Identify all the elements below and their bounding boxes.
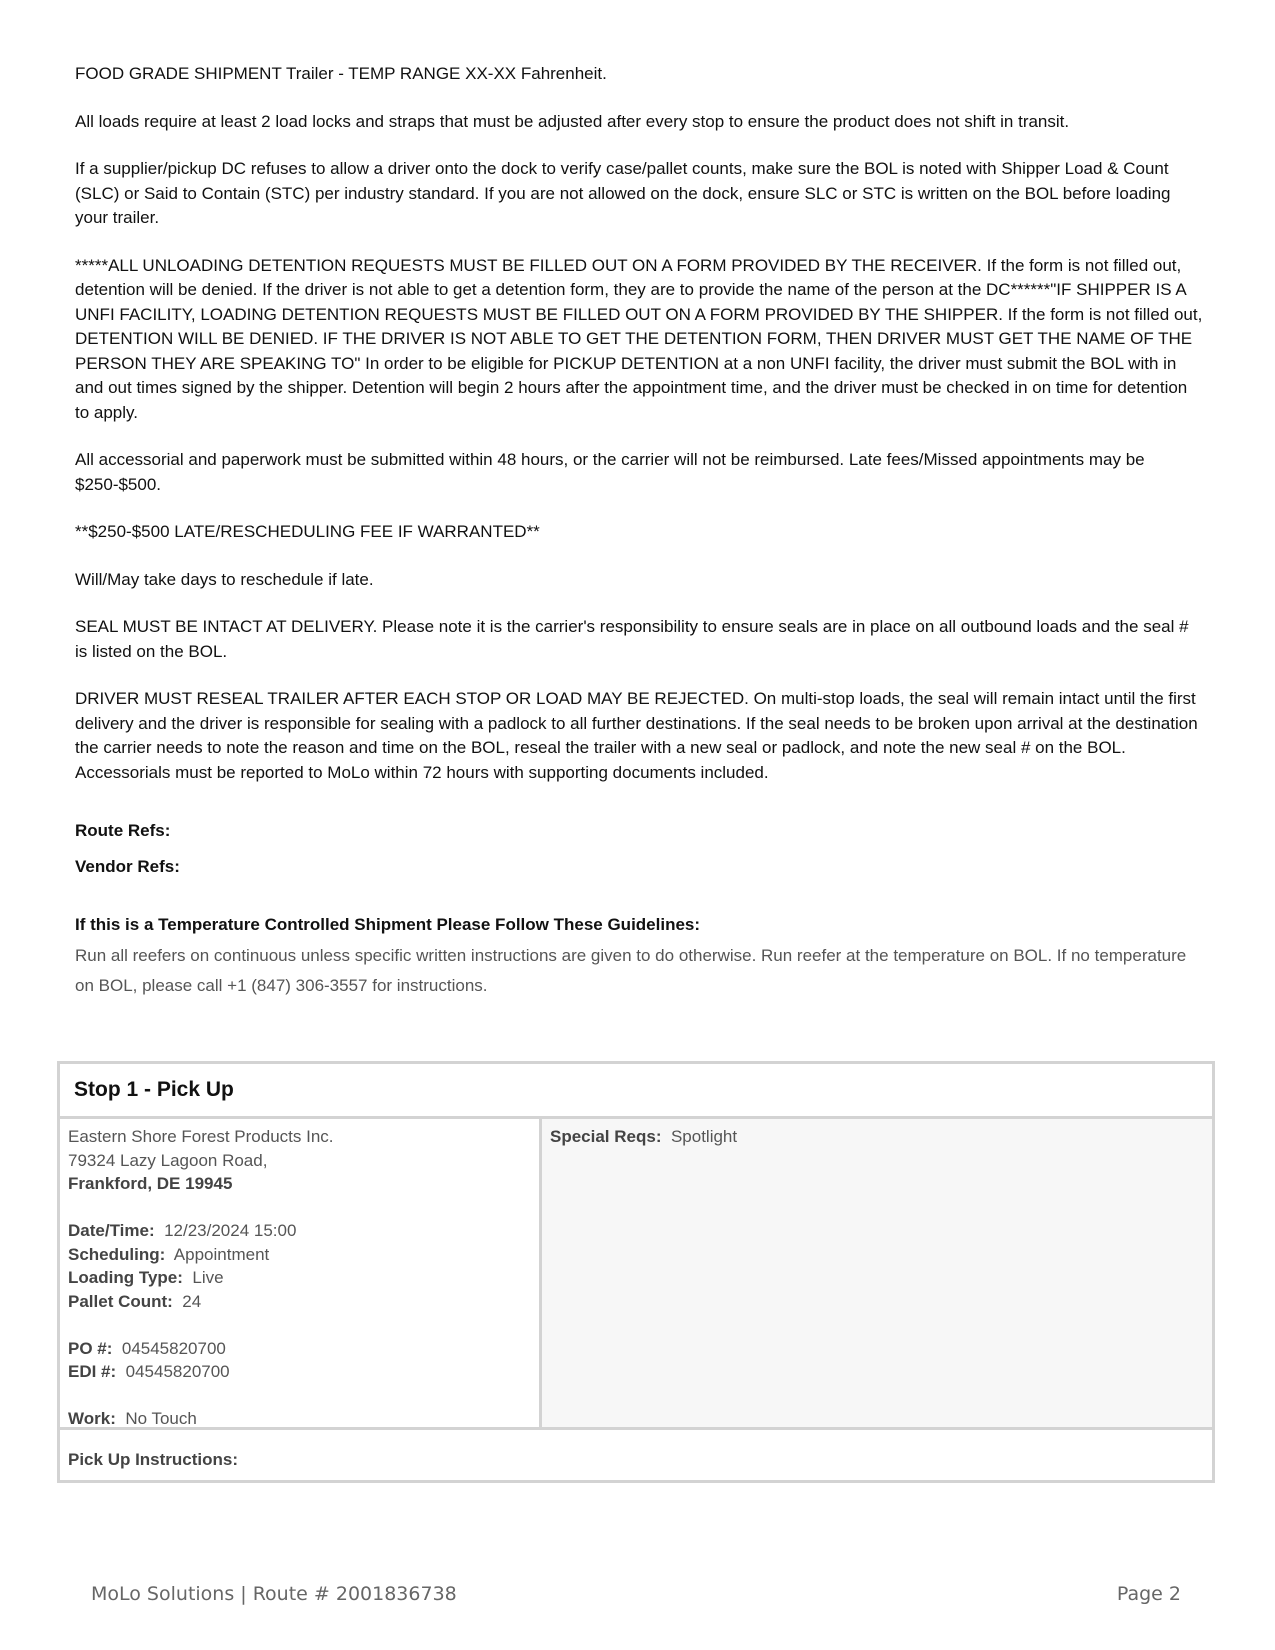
po-label: PO #:: [68, 1338, 113, 1358]
work-line: [68, 1407, 531, 1431]
document-body: [75, 62, 1203, 1001]
pallet-count-value: 24: [182, 1291, 202, 1311]
loading-type-value: Live: [192, 1268, 224, 1287]
edi-value: 04545820700: [125, 1362, 230, 1381]
reschedule-paragraph: Will/May take days to reschedule if late.: [75, 569, 374, 589]
reseal-paragraph: DRIVER MUST RESEAL TRAILER AFTER EACH STOP OR LOAD MAY BE REJECTED. On multi-stop loads, the seal will remain intact until the first delivery and the driver is responsible for sealing with a padlock to all further destinations. If the seal needs to be broken upon arrival at the destination the carrier needs to note the reason and time on the BOL, reseal the trailer with a new seal or padlock, and note the new seal # on the BOL.: [75, 689, 1198, 757]
datetime-line: [68, 1219, 531, 1243]
pallet-line: [68, 1290, 531, 1314]
special-requirements: [542, 1119, 1212, 1427]
work-label: Work:: [68, 1409, 116, 1428]
scheduling-label: Scheduling:: [68, 1244, 166, 1264]
accessorials-report-paragraph: Accessorials must be reported to MoLo within 72 hours with supporting documents included.: [75, 762, 769, 782]
special-reqs-label: Special Reqs:: [550, 1127, 662, 1146]
seal-paragraph: SEAL MUST BE INTACT AT DELIVERY. Please note it is the carrier's responsibility to ensure seals are in place on all outbound loads and the seal # is listed on the BOL.: [75, 617, 1189, 661]
po-value: 04545820700: [121, 1338, 226, 1358]
stop-card: [57, 1061, 1215, 1483]
temperature-text: Run all reefers on continuous unless specific written instructions are given to do otherwise. Run reefer at the temperature on BOL. If no temperature on BOL, please call +1 (847) 306-3557 for instructions.: [75, 946, 1187, 995]
dock-verification-paragraph: If a supplier/pickup DC refuses to allow a driver onto the dock to verify case/pallet counts, make sure the BOL is noted with Shipper Load & Count (SLC) or Said to Contain (STC) per industry standard. If you are not allowed on the dock, ensure SLC or STC is written on the BOL before loading your trailer.: [75, 159, 1171, 227]
loading-type-label: Loading Type:: [68, 1268, 183, 1287]
work-value: No Touch: [125, 1409, 197, 1428]
stop-details: [60, 1119, 542, 1427]
scheduling-value: Appointment: [173, 1244, 270, 1264]
scheduling-line: [68, 1243, 531, 1267]
stop-title: Stop 1 - Pick Up: [60, 1064, 1212, 1119]
pallet-count-label: Pallet Count:: [68, 1291, 173, 1311]
loading-line: [68, 1266, 531, 1290]
detention-paragraph: *****ALL UNLOADING DETENTION REQUESTS MUST BE FILLED OUT ON A FORM PROVIDED BY THE RECEIVER. If the form is not filled out, detention will be denied. If the driver is not able to get a detention form, they are to provide the name of the person at the DC******"IF SHIPPER IS A UNFI FACILITY, LOADING DETENTION REQUESTS MUST BE FILLED OUT ON A FORM PROVIDED BY THE SHIPPER. If the form is not filled out, DETENTION WILL BE DENIED. IF THE DRIVER IS NOT ABLE TO GET THE DETENTION FORM, THEN DRIVER MUST GET THE NAME OF THE PERSON THEY ARE SPEAKING TO" In order to be eligible for PICKUP DETENTION at a non UNFI facility, the driver must submit the BOL with in and out times signed by the shipper. Detention will begin 2 hours after the appointment time, and the driver must be checked in on time for detention to apply.: [75, 255, 1203, 422]
edi-line: [68, 1360, 531, 1384]
edi-label: EDI #:: [68, 1362, 117, 1381]
po-line: [68, 1337, 531, 1361]
footer-route: MoLo Solutions | Route # 2001836738: [91, 1583, 457, 1605]
late-fee-paragraph: **$250-$500 LATE/RESCHEDULING FEE IF WARRANTED**: [75, 522, 540, 541]
pick-up-instructions-label: Pick Up Instructions:: [68, 1450, 239, 1469]
temperature-heading: If this is a Temperature Controlled Shipment Please Follow These Guidelines:: [75, 915, 701, 934]
street-address: 79324 Lazy Lagoon Road,: [68, 1150, 268, 1170]
datetime-value: 12/23/2024 15:00: [164, 1221, 297, 1240]
accessorial-paragraph: All accessorial and paperwork must be submitted within 48 hours, or the carrier will not be reimbursed. Late fees/Missed appointments may be $250-$500.: [75, 450, 1145, 494]
food-grade-paragraph: FOOD GRADE SHIPMENT Trailer - TEMP RANGE XX-XX Fahrenheit.: [75, 64, 607, 83]
footer-page-number: Page 2: [1116, 1583, 1181, 1605]
special-reqs-value: Spotlight: [670, 1127, 738, 1146]
datetime-label: Date/Time:: [68, 1221, 155, 1240]
load-locks-paragraph: All loads require at least 2 load locks and straps that must be adjusted after every stop to ensure the product does not shift in transit.: [75, 111, 1070, 131]
refs-section: [75, 819, 1203, 879]
vendor-refs-label: Vendor Refs:: [75, 857, 180, 876]
route-refs-label: Route Refs:: [75, 821, 171, 840]
stop-details-row: [60, 1119, 1212, 1430]
company-name: Eastern Shore Forest Products Inc.: [68, 1127, 334, 1146]
city-state-zip: Frankford, DE 19945: [68, 1174, 233, 1193]
